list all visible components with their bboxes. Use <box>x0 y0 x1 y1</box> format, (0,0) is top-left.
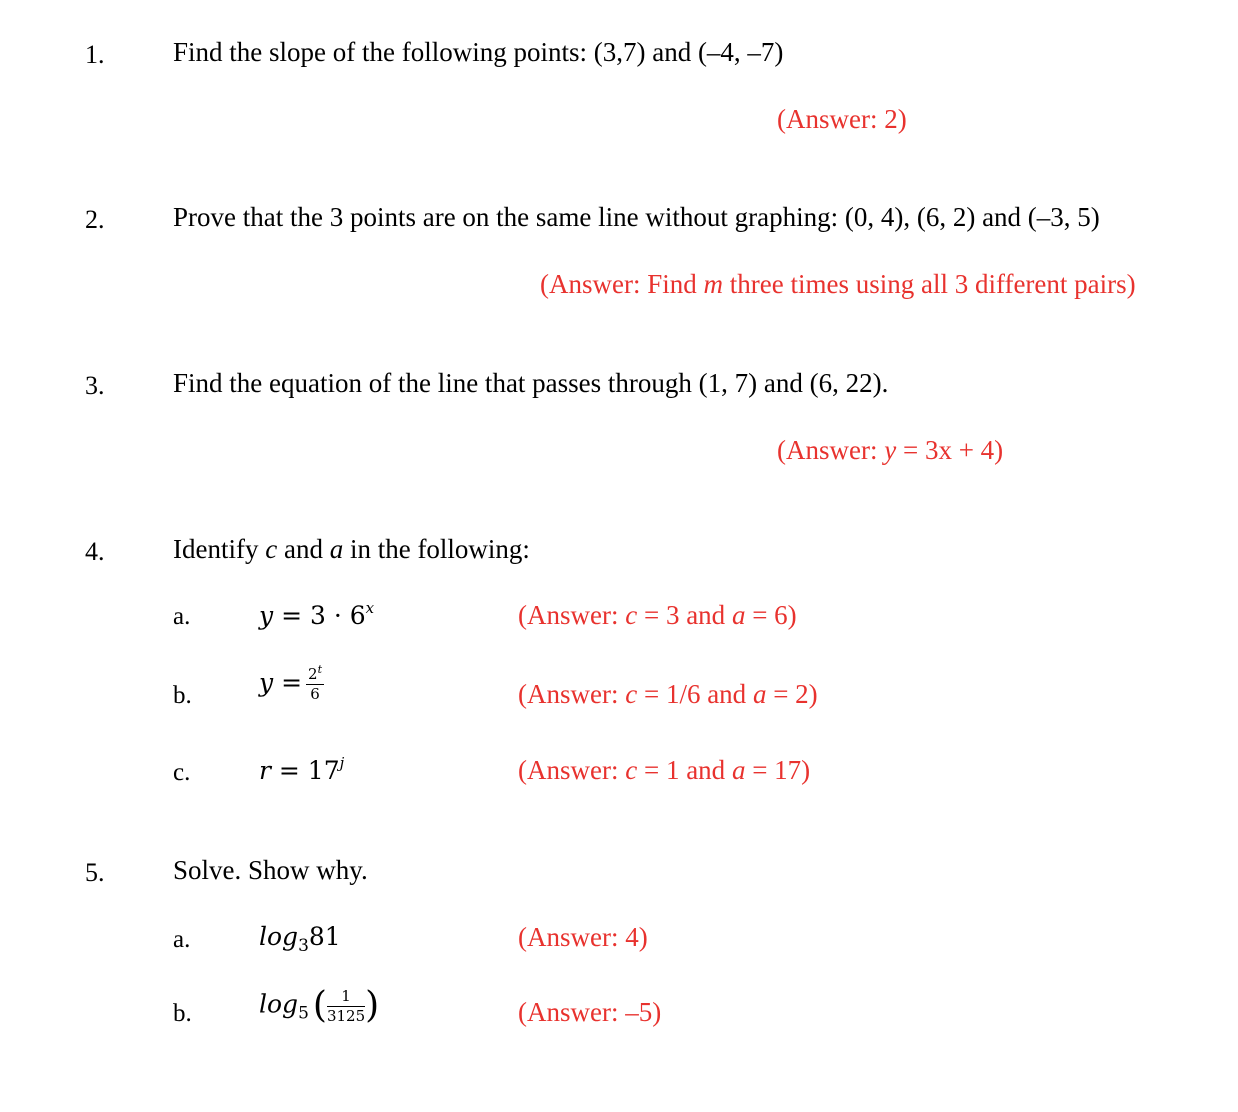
item-4a-label: a. <box>173 603 191 630</box>
item-4a-answer: (Answer: c = 3 and a = 6) <box>518 600 797 630</box>
question-number-5: 5. <box>85 858 105 887</box>
question-4-text: Identify c and a in the following: <box>173 534 530 564</box>
item-5b-answer: (Answer: –5) <box>518 997 662 1027</box>
question-2-text: Prove that the 3 points are on the same line without graphing: (0, 4), (6, 2) and (–3, 5) <box>173 202 1100 232</box>
item-4b-label: b. <box>173 682 192 709</box>
question-5-text: Solve. Show why. <box>173 855 368 885</box>
item-5a-label: a. <box>173 926 191 953</box>
fraction: $\frac{1}{3125}$ <box>326 986 366 1025</box>
question-number-3: 3. <box>85 371 105 400</box>
item-5b-label: b. <box>173 1000 192 1027</box>
item-5a-answer: (Answer: 4) <box>518 922 648 952</box>
question-1-answer: (Answer: 2) <box>777 104 907 134</box>
item-4c-answer: (Answer: c = 1 and a = 17) <box>518 755 811 785</box>
item-4a-equation: $y = 3 \cdot 6^x$ <box>259 599 375 630</box>
fraction: $\frac{2^t}{6}$ <box>308 663 322 703</box>
item-4c-equation: $r = 17^j$ <box>259 754 345 785</box>
question-number-4: 4. <box>85 537 105 566</box>
item-4b-answer: (Answer: c = 1/6 and a = 2) <box>518 679 818 709</box>
question-number-2: 2. <box>85 205 105 234</box>
question-1-text: Find the slope of the following points: (3,7) and (–4, –7) <box>173 37 784 67</box>
item-5b-expression: $\log_5$ ( $\frac{1}{3125}$ ) <box>259 985 380 1026</box>
question-3-answer: (Answer: y = 3x + 4) <box>777 435 1004 465</box>
item-5a-expression: $\log_381$ <box>259 922 341 956</box>
question-3-text: Find the equation of the line that passes through (1, 7) and (6, 22). <box>173 368 889 398</box>
item-4c-label: c. <box>173 759 191 786</box>
item-4b-equation: y = $\frac{2^t}{6}$ <box>259 663 322 703</box>
question-number-1: 1. <box>85 40 105 69</box>
question-2-answer: (Answer: Find m three times using all 3 different pairs) <box>540 269 1136 299</box>
